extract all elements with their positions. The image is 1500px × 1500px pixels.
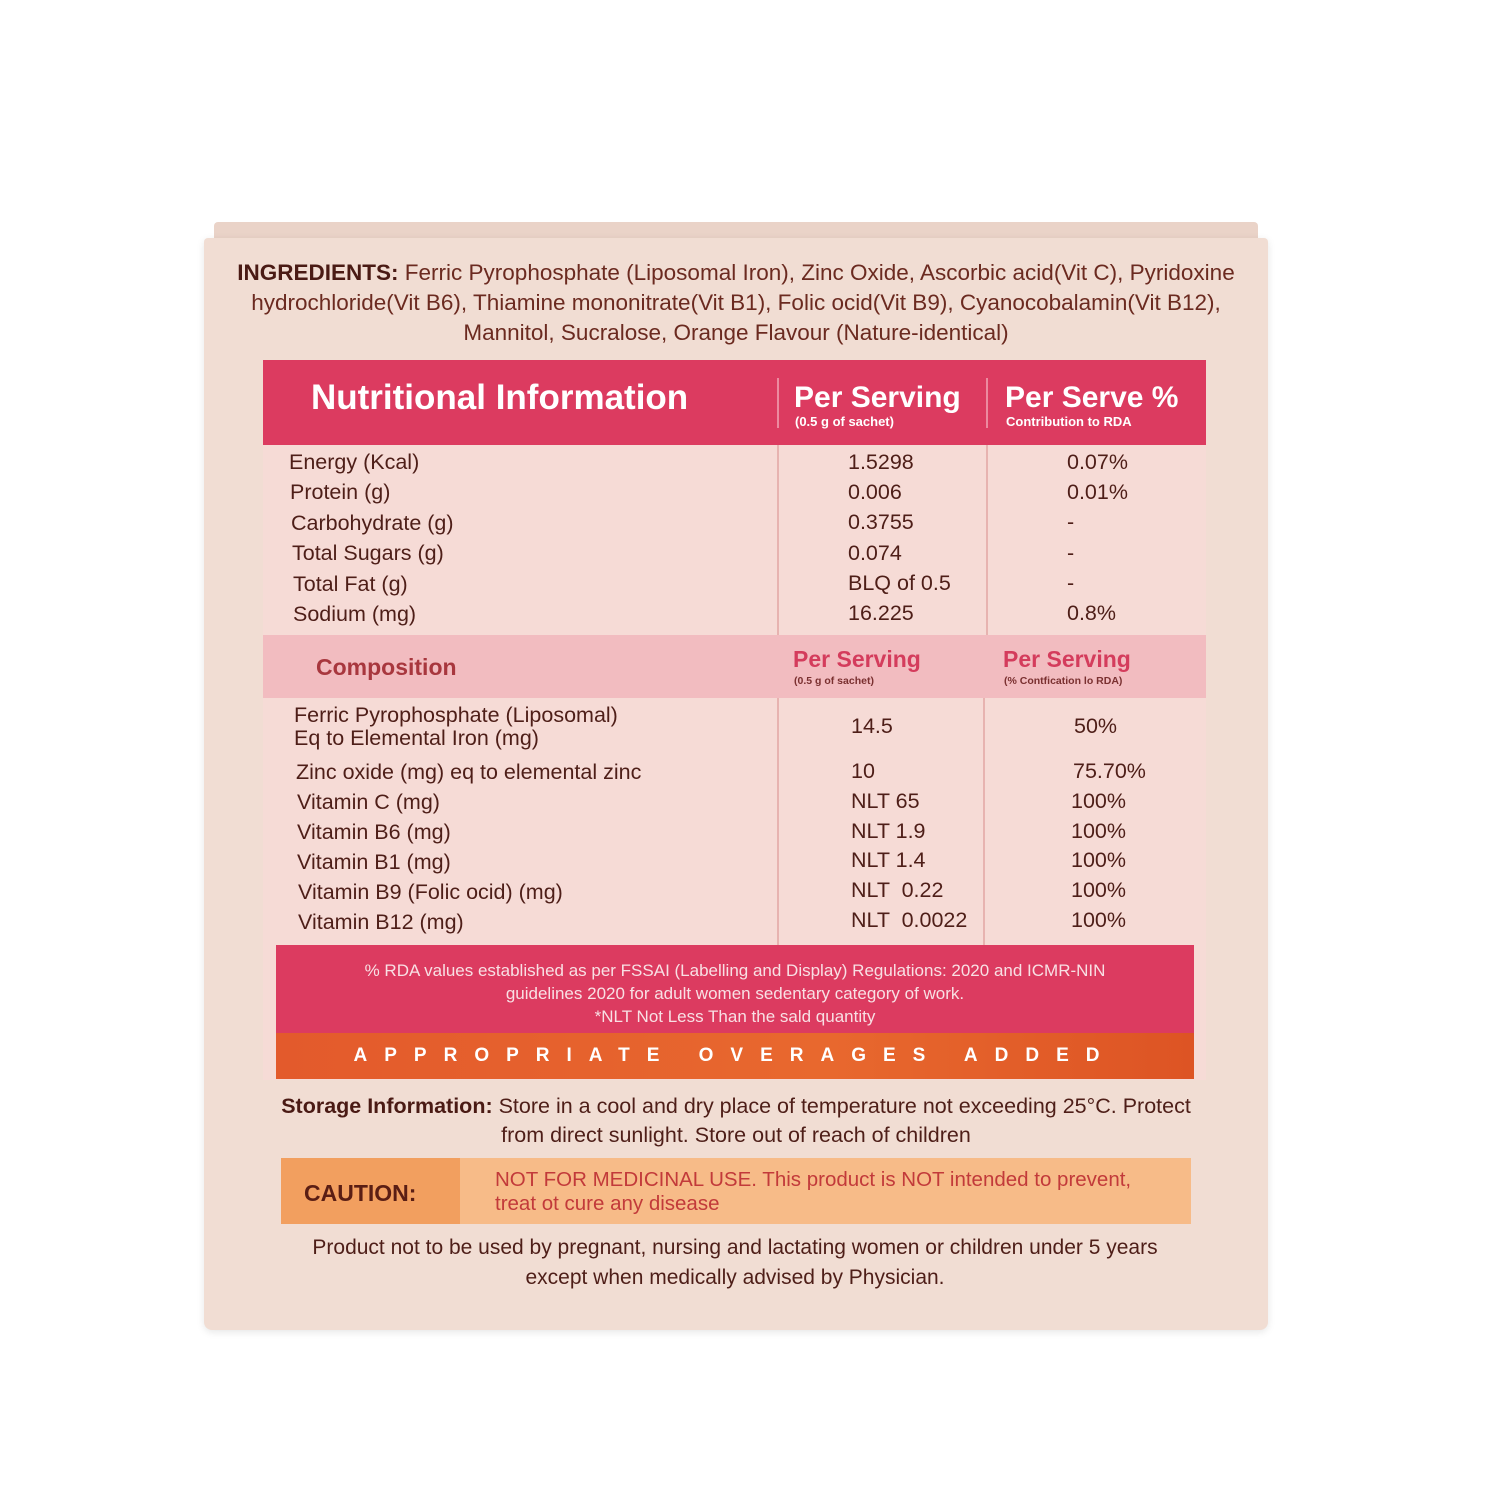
- storage-information: [280, 1092, 1192, 1150]
- header-divider-2: [986, 378, 988, 428]
- composition-divider-2: [983, 698, 985, 945]
- nutrition-divider-2: [986, 445, 988, 635]
- nutrition-row-pct: 0.8%: [1067, 601, 1117, 625]
- composition-row-pct: 100%: [1071, 908, 1126, 932]
- storage-text: Store in a cool and dry place of temperature not exceeding 25°C. Protect from direct sunlight. Store out of reach of children: [492, 1094, 1191, 1147]
- composition-row-label-line2: Eq to Elemental Iron (mg): [294, 726, 539, 750]
- storage-label: Storage Information:: [281, 1094, 493, 1118]
- caution-label: CAUTION:: [304, 1180, 417, 1206]
- nutrition-row-label: Total Sugars (g): [292, 541, 444, 565]
- composition-row-value: NLT 1.4: [851, 848, 926, 872]
- composition-row-value: 14.5: [851, 714, 893, 738]
- nutrition-row-pct: -: [1067, 510, 1075, 534]
- composition-row-pct: 50%: [1074, 714, 1118, 738]
- nutrition-row-value: BLQ of 0.5: [848, 571, 951, 595]
- composition-row-label-line1: Ferric Pyrophosphate (Liposomal): [294, 703, 618, 727]
- composition-title: Composition: [316, 654, 457, 680]
- nutrition-row-value: 0.074: [848, 541, 902, 565]
- rda-footnote-line1: % RDA values established as per FSSAI (Labelling and Display) Regulations: 2020 and ICMR-NIN: [364, 961, 1106, 980]
- nutrition-row-pct: 0.07%: [1067, 450, 1128, 474]
- composition-col-per-serving: Per Serving: [793, 646, 921, 672]
- composition-row-label: Vitamin B9 (Folic ocid) (mg): [298, 880, 563, 904]
- nutrition-row-label: Total Fat (g): [293, 572, 408, 596]
- composition-row-value: NLT 0.22: [851, 878, 944, 902]
- nutrition-col-rda-sub: Contribution to RDA: [1006, 414, 1132, 429]
- nutrition-row-value: 1.5298: [848, 450, 914, 474]
- composition-col-per-serving-sub: (0.5 g of sachet): [794, 675, 874, 687]
- composition-row-label: Vitamin B12 (mg): [298, 910, 464, 934]
- nutrition-row-label: Energy (Kcal): [289, 450, 420, 474]
- caution-text: NOT FOR MEDICINAL USE. This product is NOT intended to prevent, treat ot cure any disease: [495, 1168, 1132, 1215]
- overages-banner: APPROPRIATE OVERAGES ADDED: [276, 1033, 1194, 1079]
- composition-row-value: NLT 0.0022: [851, 908, 968, 932]
- nutrition-row-value: 0.006: [848, 480, 902, 504]
- nutrition-row-value: 0.3755: [848, 510, 914, 534]
- composition-row-label: Vitamin C (mg): [297, 790, 440, 814]
- nutrition-col-per-serving: Per Serving: [794, 381, 961, 414]
- nutrition-row-label: Carbohydrate (g): [291, 511, 454, 535]
- composition-row-pct: 100%: [1071, 789, 1126, 813]
- composition-divider-1: [777, 698, 779, 945]
- nutrition-row-pct: -: [1067, 571, 1075, 595]
- composition-row-pct: 100%: [1071, 878, 1126, 902]
- nutrition-col-rda: Per Serve %: [1005, 381, 1179, 414]
- composition-row-pct: 75.70%: [1073, 759, 1146, 783]
- composition-row-value: NLT 65: [851, 789, 920, 813]
- nutrition-row-pct: 0.01%: [1067, 480, 1128, 504]
- nutrition-row-label: Protein (g): [290, 480, 391, 504]
- rda-footnote-line3: *NLT Not Less Than the sald quantity: [594, 1007, 876, 1026]
- composition-row-value: 10: [851, 759, 875, 783]
- nutrition-row-pct: -: [1067, 541, 1075, 565]
- ingredients-label: INGREDIENTS:: [237, 260, 399, 285]
- composition-row-label: Vitamin B6 (mg): [297, 820, 451, 844]
- composition-row-label: [294, 704, 618, 750]
- usage-notice: Product not to be used by pregnant, nursing and lactating women or children under 5 years except when medically advised by Physician.: [312, 1236, 1158, 1289]
- ingredients-text: [236, 258, 1236, 348]
- ingredients-list: Ferric Pyrophosphate (Liposomal Iron), Zinc Oxide, Ascorbic acid(Vit C), Pyridoxine hydrochloride(Vit B6), Thiamine mononitrate(Vit B1), Folic ocid(Vit B9), Cyanocobalamin(Vit B12), Mannitol, Sucralose, Orange Flavour (Nature-identical): [251, 260, 1235, 345]
- nutrition-divider-1: [777, 445, 779, 635]
- nutrition-title: Nutritional Information: [311, 378, 689, 417]
- composition-col-rda-sub: (% Contfication lo RDA): [1004, 675, 1123, 687]
- composition-col-rda: Per Serving: [1003, 646, 1131, 672]
- rda-footnote: [276, 945, 1194, 1033]
- nutrition-row-label: Sodium (mg): [293, 602, 417, 626]
- header-divider-1: [777, 378, 779, 428]
- composition-row-label: Zinc oxide (mg) eq to elemental zinc: [296, 760, 642, 784]
- composition-row-pct: 100%: [1071, 819, 1126, 843]
- composition-row-value: NLT 1.9: [851, 819, 926, 843]
- composition-row-label: Vitamin B1 (mg): [297, 850, 451, 874]
- nutrition-row-value: 16.225: [848, 601, 914, 625]
- rda-footnote-line2: guidelines 2020 for adult women sedentary category of work.: [505, 984, 965, 1003]
- nutrition-col-per-serving-sub: (0.5 g of sachet): [795, 414, 894, 429]
- composition-row-pct: 100%: [1071, 848, 1126, 872]
